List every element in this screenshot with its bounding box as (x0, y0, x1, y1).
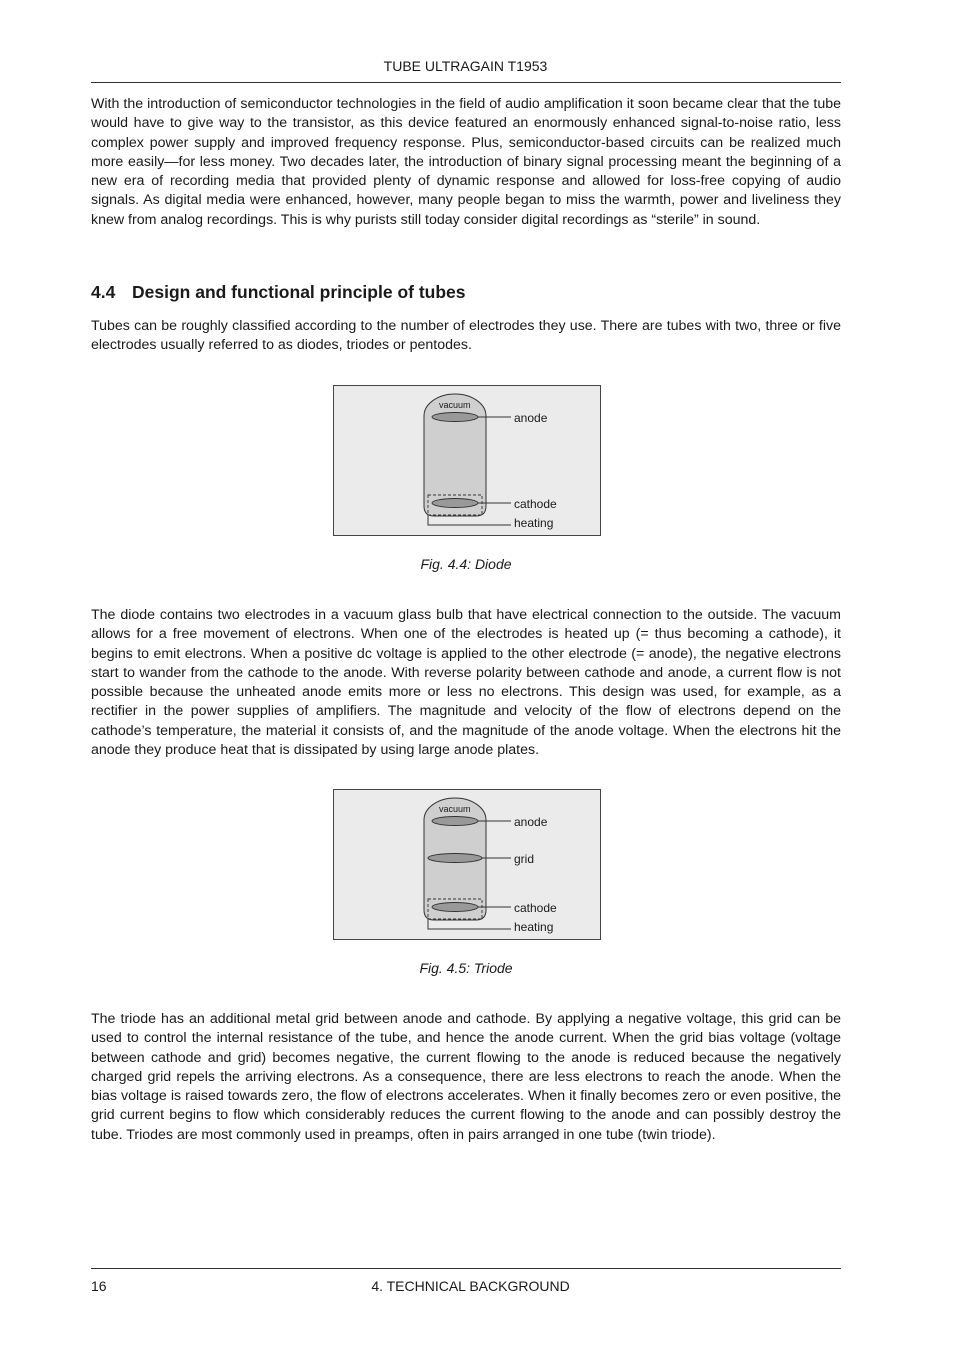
running-header: TUBE ULTRAGAIN T1953 (383, 58, 548, 74)
anode-label: anode (514, 411, 548, 425)
cathode-plate (432, 903, 478, 912)
grid-label: grid (514, 852, 535, 866)
triode-paragraph: The triode has an additional metal grid between anode and cathode. By applying a negative voltage, this grid can be used to control the internal resistance of the tube, and hence the anode current. When the grid bias voltage (voltage between cathode and grid) becomes negative, the current flowing to the anode is reduced because the negatively charged grid repels the arriving electrons. As a consequence, there are less electrons to reach the anode. When the bias voltage is raised towards zero, the flow of electrons accelerates. When it finally becomes zero or even positive, the grid current begins to flow which considerably reduces the current flowing to the anode and can possibly destroy the tube. Triodes are most commonly used in preamps, often in pairs arranged in one tube (twin triode). (91, 1011, 841, 1143)
cathode-plate (432, 499, 478, 508)
triode-figure (333, 789, 601, 940)
chapter-title: 4. TECHNICAL BACKGROUND (371, 1278, 570, 1294)
cathode-label: cathode (514, 497, 557, 511)
header-rule (91, 82, 841, 83)
heating-label: heating (514, 516, 554, 530)
section-heading (91, 282, 466, 303)
triode-diagram (334, 790, 600, 939)
vacuum-label: vacuum (439, 804, 471, 814)
cathode-label: cathode (514, 901, 557, 915)
footer-rule (91, 1268, 841, 1269)
diode-paragraph: The diode contains two electrodes in a vacuum glass bulb that have electrical connection to the outside. The vacuum allows for a free movement of electrons. When one of the electrodes is heated up (= thus becoming a cathode), it begins to emit electrons. When a positive dc voltage is applied to the other electrode (= anode), the negative electrons start to wander from the cathode to the anode. With reverse polarity between cathode and anode, a current flow is not possible because the unheated anode emits more or less no electrons. This design was used, for example, as a rectifier in the power supplies of amplifiers. The magnitude and velocity of the flow of electrons depend on the cathode’s temperature, the material it consists of, and the magnitude of the anode voltage. When the electrons hit the anode they produce heat that is dissipated by using large anode plates. (91, 607, 841, 759)
section-number: 4.4 (91, 282, 116, 302)
anode-plate (432, 817, 478, 826)
anode-label: anode (514, 815, 548, 829)
diode-caption: Fig. 4.4: Diode (420, 556, 512, 572)
triode-caption: Fig. 4.5: Triode (419, 960, 513, 976)
section-title: Design and functional principle of tubes (132, 282, 466, 302)
grid-electrode (428, 854, 482, 863)
diode-diagram (334, 386, 600, 535)
anode-plate (432, 413, 478, 422)
vacuum-label: vacuum (439, 400, 471, 410)
section-intro-paragraph: Tubes can be roughly classified according to the number of electrodes they use. There are tubes with two, three or five electrodes usually referred to as diodes, triodes or pentodes. (91, 318, 841, 354)
page-number: 16 (91, 1278, 107, 1294)
intro-paragraph: With the introduction of semiconductor technologies in the field of audio amplification it soon became clear that the tube would have to give way to the transistor, as this device featured an enormously enhanced signal-to-noise ratio, less complex power supply and improved frequency response. Plus, semiconductor-based circuits can be realized much more easily—for less money. Two decades later, the introduction of binary signal processing meant the beginning of a new era of recording media that provided plenty of dynamic response and allowed for loss-free copying of audio signals. As digital media were enhanced, however, many people began to miss the warmth, power and liveliness they knew from analog recordings. This is why purists still today consider digital recordings as “sterile” in sound. (91, 96, 841, 228)
diode-figure (333, 385, 601, 536)
heating-label: heating (514, 920, 554, 934)
